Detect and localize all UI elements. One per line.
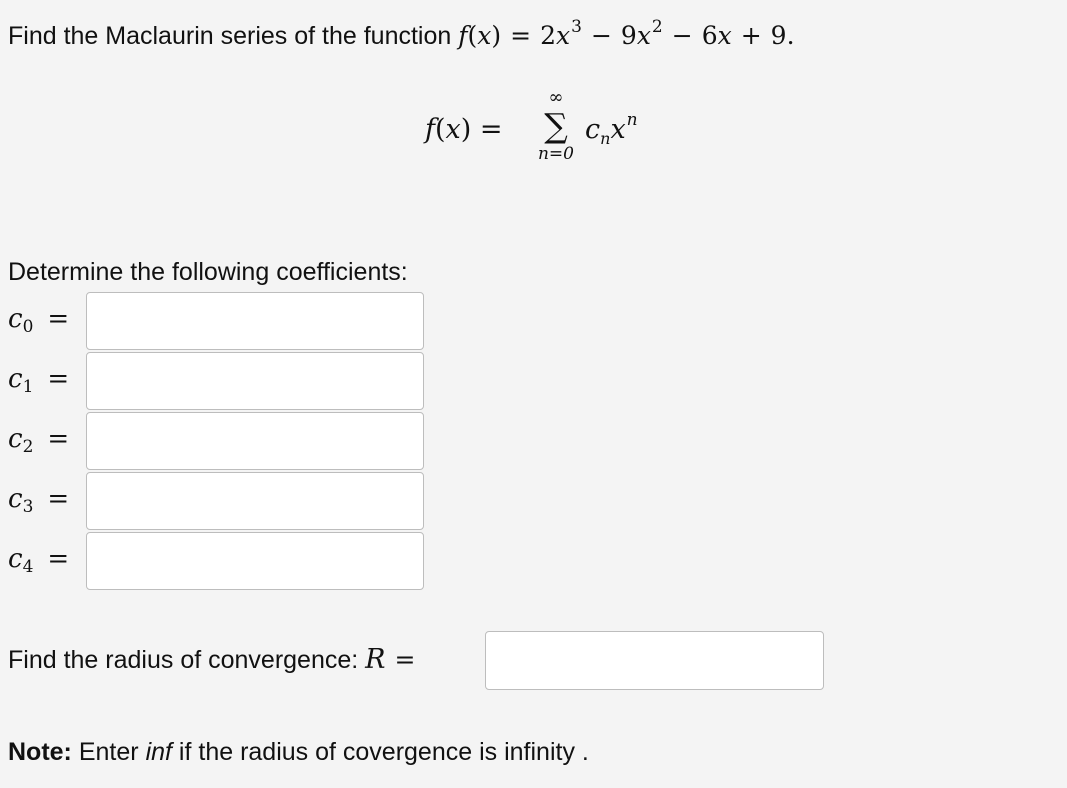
coefficient-label: c2 = (8, 424, 70, 457)
c4-input[interactable] (86, 532, 424, 590)
note-label: Note: (8, 738, 72, 766)
note-after: if the radius of covergence is infinity . (178, 738, 589, 766)
coefficient-label: c0 = (8, 304, 70, 337)
series-formula (425, 86, 665, 186)
note-text (8, 737, 589, 767)
coefficient-label: c1 = (8, 364, 70, 397)
radius-variable: R = (365, 644, 416, 675)
note-keyword: inf (145, 738, 172, 766)
coefficient-row-c3 (0, 471, 440, 531)
c0-input[interactable] (86, 292, 424, 350)
coefficient-row-c0 (0, 291, 440, 351)
radius-label: Find the radius of convergence: (8, 646, 359, 674)
series-term: $c_nx^n$ (585, 110, 638, 148)
question-prefix: Find the Maclaurin series of the function (8, 22, 452, 50)
radius-input[interactable] (485, 631, 824, 690)
c3-input[interactable] (86, 472, 424, 530)
series-lhs: f(x) = (425, 114, 503, 145)
coefficient-label: c3 = (8, 484, 70, 517)
question-text (8, 17, 795, 54)
c1-input[interactable] (86, 352, 424, 410)
sum-upper-limit: ∞ (548, 87, 564, 108)
coefficient-label: c4 = (8, 544, 70, 577)
c2-input[interactable] (86, 412, 424, 470)
sigma-symbol: ∑ (544, 106, 568, 145)
summation (535, 88, 577, 164)
coefficients-instruction: Determine the following coefficients: (8, 258, 408, 286)
coefficient-row-c2 (0, 411, 440, 471)
note-before: Enter (78, 738, 139, 766)
coefficient-row-c4 (0, 531, 440, 591)
sum-lower-limit: n=0 (537, 144, 574, 164)
function-expression: $f(x) = 2x^3 - 9x^2 - 6x + 9$. (458, 17, 795, 50)
radius-question (8, 645, 424, 675)
coefficient-row-c1 (0, 351, 440, 411)
